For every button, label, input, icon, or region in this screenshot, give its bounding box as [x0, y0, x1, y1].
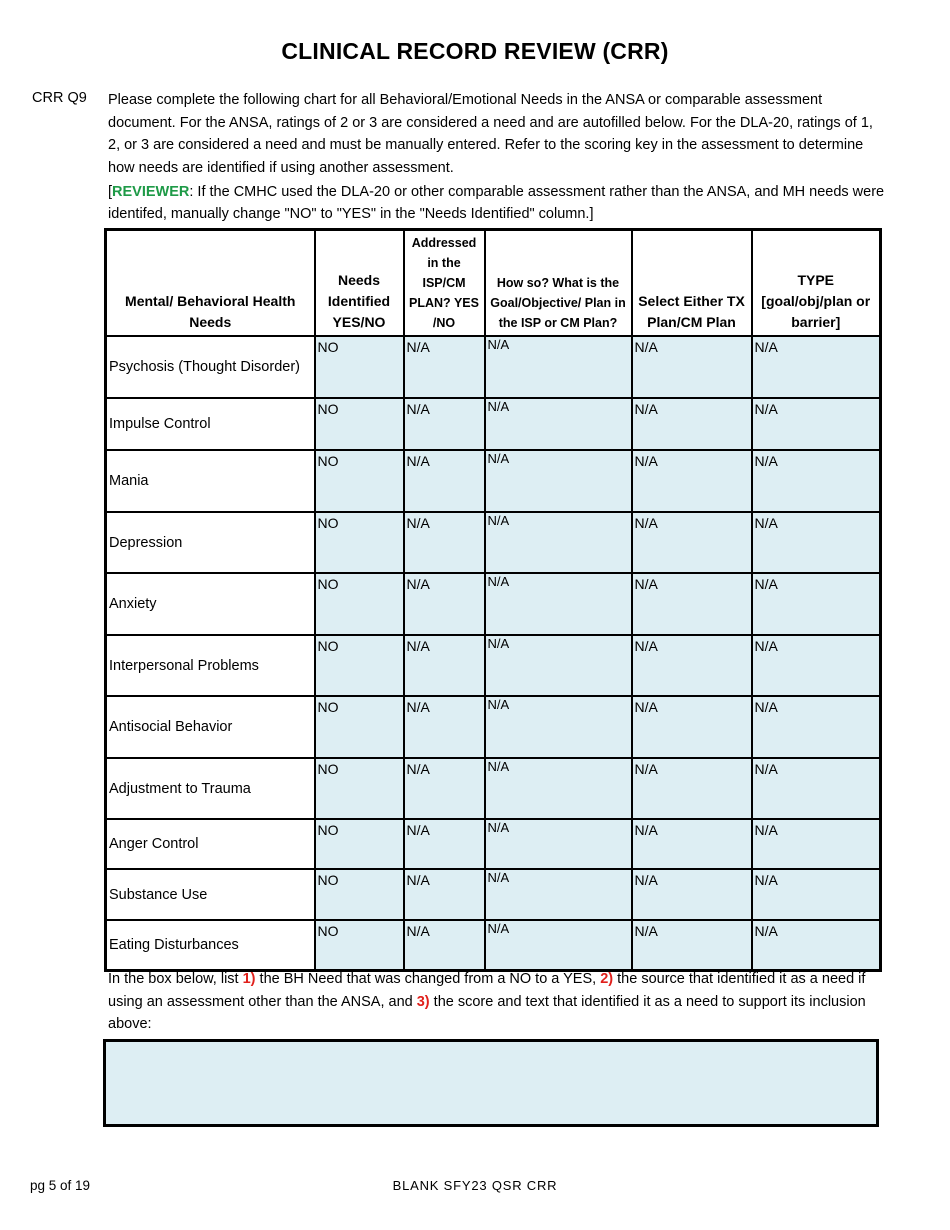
header-type: TYPE [goal/obj/plan or barrier] [752, 230, 881, 337]
header-plan: Select Either TX Plan/CM Plan [632, 230, 752, 337]
plan-cell[interactable]: N/A [632, 398, 752, 450]
table-row [106, 512, 881, 573]
needs-identified-cell[interactable]: NO [315, 573, 404, 635]
need-label: Mania [106, 450, 315, 512]
how-so-cell[interactable]: N/A [485, 920, 632, 970]
plan-cell[interactable]: N/A [632, 336, 752, 398]
header-identified: Needs Identified YES/NO [315, 230, 404, 337]
needs-identified-cell[interactable]: NO [315, 336, 404, 398]
need-label: Anxiety [106, 573, 315, 635]
table-row [106, 758, 881, 819]
type-cell[interactable]: N/A [752, 398, 881, 450]
reviewer-open: [ [108, 184, 113, 200]
type-cell[interactable]: N/A [752, 573, 881, 635]
table-row [106, 920, 881, 970]
plan-cell[interactable]: N/A [632, 920, 752, 970]
need-label: Antisocial Behavior [106, 696, 315, 758]
instruction-text-1: the BH Need that was changed from a NO to a YES, [255, 971, 601, 987]
instruction-number-3: 3) [416, 993, 430, 1010]
instructions-intro: In the box below, list [108, 971, 243, 987]
needs-identified-cell[interactable]: NO [315, 512, 404, 573]
how-so-cell[interactable]: N/A [485, 696, 632, 758]
addressed-cell[interactable]: N/A [404, 450, 485, 512]
how-so-cell[interactable]: N/A [485, 512, 632, 573]
instruction-number-1: 1) [242, 971, 256, 987]
table-row [106, 635, 881, 696]
need-label: Adjustment to Trauma [106, 758, 315, 819]
how-so-cell[interactable]: N/A [485, 869, 632, 920]
type-cell[interactable]: N/A [752, 920, 881, 970]
plan-cell[interactable]: N/A [632, 573, 752, 635]
page-number: pg 5 of 19 [30, 1178, 91, 1193]
needs-identified-cell[interactable]: NO [315, 398, 404, 450]
plan-cell[interactable]: N/A [632, 696, 752, 758]
plan-cell[interactable]: N/A [632, 819, 752, 869]
question-label: CRR Q9 [32, 90, 87, 106]
plan-cell[interactable]: N/A [632, 635, 752, 696]
addressed-cell[interactable]: N/A [404, 573, 485, 635]
how-so-cell[interactable]: N/A [485, 398, 632, 450]
instruction-text-2: the source that identified it as a need if using an assessment other than the ANSA, and [108, 971, 866, 1010]
needs-identified-cell[interactable]: NO [315, 758, 404, 819]
addressed-cell[interactable]: N/A [404, 635, 485, 696]
bh-need-notes-box[interactable] [103, 1039, 879, 1127]
addressed-cell[interactable]: N/A [404, 920, 485, 970]
need-label: Psychosis (Thought Disorder) [106, 336, 315, 398]
needs-identified-cell[interactable]: NO [315, 819, 404, 869]
table-row [106, 696, 881, 758]
type-cell[interactable]: N/A [752, 696, 881, 758]
instruction-text-3: the score and text that identified it as a need to support its inclusion above: [108, 993, 866, 1032]
needs-table [104, 228, 882, 972]
addressed-cell[interactable]: N/A [404, 336, 485, 398]
plan-cell[interactable]: N/A [632, 869, 752, 920]
addressed-cell[interactable]: N/A [404, 819, 485, 869]
need-label: Depression [106, 512, 315, 573]
instructions-text [108, 968, 888, 1036]
header-how-so: How so? What is the Goal/Objective/ Plan in the ISP or CM Plan? [485, 230, 632, 337]
plan-cell[interactable]: N/A [632, 758, 752, 819]
need-label: Substance Use [106, 869, 315, 920]
addressed-cell[interactable]: N/A [404, 758, 485, 819]
need-label: Impulse Control [106, 398, 315, 450]
need-label: Eating Disturbances [106, 920, 315, 970]
how-so-cell[interactable]: N/A [485, 573, 632, 635]
how-so-cell[interactable]: N/A [485, 819, 632, 869]
table-row [106, 869, 881, 920]
need-label: Interpersonal Problems [106, 635, 315, 696]
addressed-cell[interactable]: N/A [404, 398, 485, 450]
addressed-cell[interactable]: N/A [404, 869, 485, 920]
table-header-row [106, 230, 881, 337]
needs-identified-cell[interactable]: NO [315, 869, 404, 920]
table-row [106, 819, 881, 869]
addressed-cell[interactable]: N/A [404, 512, 485, 573]
table-row [106, 398, 881, 450]
needs-identified-cell[interactable]: NO [315, 920, 404, 970]
type-cell[interactable]: N/A [752, 336, 881, 398]
document-name: BLANK SFY23 QSR CRR [392, 1178, 558, 1193]
plan-cell[interactable]: N/A [632, 450, 752, 512]
needs-identified-cell[interactable]: NO [315, 450, 404, 512]
needs-identified-cell[interactable]: NO [315, 635, 404, 696]
type-cell[interactable]: N/A [752, 450, 881, 512]
need-label: Anger Control [106, 819, 315, 869]
table-row [106, 336, 881, 398]
addressed-cell[interactable]: N/A [404, 696, 485, 758]
how-so-cell[interactable]: N/A [485, 450, 632, 512]
table-row [106, 573, 881, 635]
reviewer-label: REVIEWER [112, 184, 190, 200]
question-text: Please complete the following chart for all Behavioral/Emotional Needs in the ANSA or comparable assessment document. For the ANSA, ratings of 2 or 3 are considered a need and are autofilled below. For the DLA-20, ratings of 1, 2, or 3 are considered a need and must be manually entered. Refer to the scoring key in the assessment to determine how needs are identified if using another assessment. [108, 92, 873, 177]
type-cell[interactable]: N/A [752, 869, 881, 920]
type-cell[interactable]: N/A [752, 819, 881, 869]
type-cell[interactable]: N/A [752, 758, 881, 819]
header-addressed: Addressed in the ISP/CM PLAN? YES /NO [404, 230, 485, 337]
reviewer-text: : If the CMHC used the DLA-20 or other comparable assessment rather than the ANSA, and MH needs were identifed, manually change "NO" to "YES" in the "Needs Identified" column.] [108, 184, 885, 222]
how-so-cell[interactable]: N/A [485, 336, 632, 398]
header-need: Mental/ Behavioral Health Needs [106, 230, 315, 337]
type-cell[interactable]: N/A [752, 635, 881, 696]
instruction-number-2: 2) [600, 971, 614, 987]
page-title: CLINICAL RECORD REVIEW (CRR) [281, 38, 669, 64]
how-so-cell[interactable]: N/A [485, 758, 632, 819]
how-so-cell[interactable]: N/A [485, 635, 632, 696]
needs-identified-cell[interactable]: NO [315, 696, 404, 758]
reviewer-note [108, 182, 888, 225]
plan-cell[interactable]: N/A [632, 512, 752, 573]
table-row [106, 450, 881, 512]
type-cell[interactable]: N/A [752, 512, 881, 573]
